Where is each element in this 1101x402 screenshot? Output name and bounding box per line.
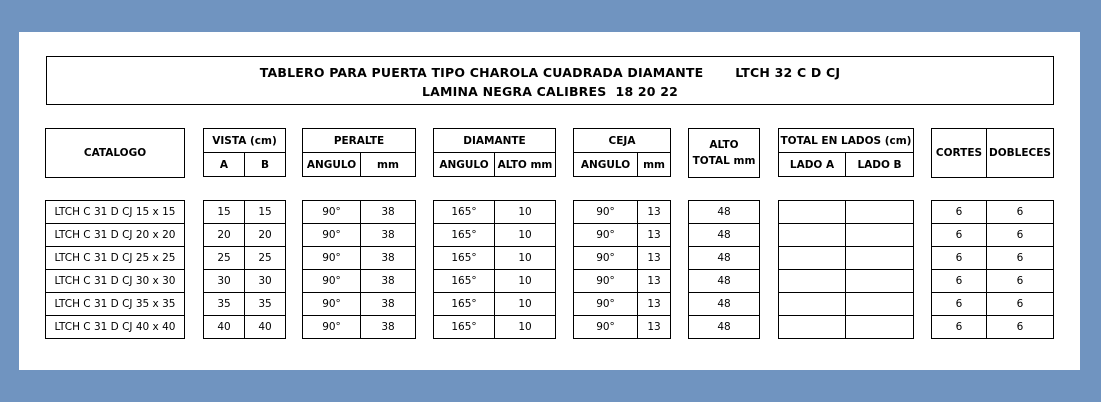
ceja-angulo-cell: 90°	[574, 316, 638, 339]
alto-total-cell: 48	[689, 247, 760, 270]
table-row	[46, 270, 185, 293]
vista-a-header: A	[204, 153, 245, 177]
catalogo-header-label: CATALOGO	[46, 129, 185, 178]
diamante-angulo-cell: 165°	[434, 247, 495, 270]
table-row	[689, 316, 760, 339]
cortes-cell: 6	[932, 316, 987, 339]
title-line-2: LAMINA NEGRA CALIBRES 18 20 22	[421, 84, 679, 99]
diamante-alto-cell: 10	[495, 293, 556, 316]
table-row	[46, 224, 185, 247]
table-row	[689, 293, 760, 316]
lado-b-header: LADO B	[846, 153, 914, 177]
table-row	[434, 270, 556, 293]
diamante-alto-cell: 10	[495, 201, 556, 224]
vista-b-header: B	[245, 153, 286, 177]
diamante-alto-cell: 10	[495, 270, 556, 293]
ceja-angulo-header: ANGULO	[574, 153, 638, 177]
lado-b-cell	[846, 293, 914, 316]
peralte-angulo-header: ANGULO	[303, 153, 361, 177]
catalogo-cell: LTCH C 31 D CJ 35 x 35	[46, 293, 185, 316]
table-row	[574, 316, 671, 339]
catalogo-header	[45, 128, 185, 178]
table-row	[574, 293, 671, 316]
dobleces-cell: 6	[987, 316, 1054, 339]
table-row	[434, 316, 556, 339]
diamante-angulo-header: ANGULO	[434, 153, 495, 177]
table-row	[434, 224, 556, 247]
alto-total-cell: 48	[689, 270, 760, 293]
vista-b-cell: 15	[245, 201, 286, 224]
ceja-angulo-cell: 90°	[574, 201, 638, 224]
vista-a-cell: 40	[204, 316, 245, 339]
table-row	[303, 224, 416, 247]
total-lados-header	[778, 128, 914, 177]
vista-b-cell: 25	[245, 247, 286, 270]
total-lados-columns	[778, 200, 914, 339]
alto-total-cell: 48	[689, 316, 760, 339]
lado-b-cell	[846, 270, 914, 293]
peralte-angulo-cell: 90°	[303, 270, 361, 293]
diamante-angulo-cell: 165°	[434, 316, 495, 339]
table-row	[204, 224, 286, 247]
lado-a-cell	[779, 201, 846, 224]
table-row	[932, 201, 1054, 224]
lado-b-cell	[846, 224, 914, 247]
vista-columns	[203, 200, 286, 339]
table-row	[689, 247, 760, 270]
vista-b-cell: 20	[245, 224, 286, 247]
title-line-1: TABLERO PARA PUERTA TIPO CHAROLA CUADRADA DIAMANTE LTCH 32 C D CJ	[259, 65, 841, 80]
vista-a-cell: 15	[204, 201, 245, 224]
vista-header	[203, 128, 286, 177]
lado-a-cell	[779, 247, 846, 270]
catalogo-cell: LTCH C 31 D CJ 40 x 40	[46, 316, 185, 339]
ceja-angulo-cell: 90°	[574, 247, 638, 270]
catalogo-cell: LTCH C 31 D CJ 30 x 30	[46, 270, 185, 293]
peralte-angulo-cell: 90°	[303, 316, 361, 339]
table-row	[932, 293, 1054, 316]
cortes-cell: 6	[932, 224, 987, 247]
peralte-mm-cell: 38	[361, 224, 416, 247]
table-row	[204, 201, 286, 224]
diamante-angulo-cell: 165°	[434, 224, 495, 247]
table-row	[303, 201, 416, 224]
diamante-columns	[433, 200, 556, 339]
lado-b-cell	[846, 201, 914, 224]
cortes-cell: 6	[932, 270, 987, 293]
ceja-mm-header: mm	[638, 153, 671, 177]
ceja-mm-cell: 13	[638, 247, 671, 270]
ceja-mm-cell: 13	[638, 316, 671, 339]
peralte-mm-cell: 38	[361, 270, 416, 293]
diamante-angulo-cell: 165°	[434, 293, 495, 316]
dobleces-cell: 6	[987, 293, 1054, 316]
table-row	[434, 201, 556, 224]
ceja-angulo-cell: 90°	[574, 224, 638, 247]
catalogo-column	[45, 200, 185, 339]
table-row	[574, 270, 671, 293]
diamante-header	[433, 128, 556, 177]
vista-b-cell: 40	[245, 316, 286, 339]
vista-a-cell: 25	[204, 247, 245, 270]
diamante-header-label: DIAMANTE	[434, 129, 556, 153]
vista-b-cell: 30	[245, 270, 286, 293]
table-row	[932, 247, 1054, 270]
table-row	[46, 201, 185, 224]
peralte-columns	[302, 200, 416, 339]
alto-total-header-cell	[689, 129, 760, 178]
cortes-header: CORTES	[932, 129, 987, 178]
peralte-header-label: PERALTE	[303, 129, 416, 153]
table-row	[303, 270, 416, 293]
lado-a-cell	[779, 224, 846, 247]
alto-total-cell: 48	[689, 201, 760, 224]
table-row	[574, 247, 671, 270]
ceja-angulo-cell: 90°	[574, 293, 638, 316]
ceja-columns	[573, 200, 671, 339]
peralte-mm-cell: 38	[361, 316, 416, 339]
table-row	[689, 201, 760, 224]
alto-header-line-2: TOTAL mm	[692, 155, 756, 167]
cortes-dobleces-header	[931, 128, 1054, 178]
dobleces-cell: 6	[987, 270, 1054, 293]
table-row	[932, 270, 1054, 293]
catalogo-cell: LTCH C 31 D CJ 25 x 25	[46, 247, 185, 270]
table-row	[779, 293, 914, 316]
table-row	[204, 293, 286, 316]
dobleces-cell: 6	[987, 201, 1054, 224]
table-row	[303, 247, 416, 270]
peralte-angulo-cell: 90°	[303, 201, 361, 224]
ceja-mm-cell: 13	[638, 270, 671, 293]
vista-a-cell: 35	[204, 293, 245, 316]
table-row	[46, 293, 185, 316]
catalogo-cell: LTCH C 31 D CJ 20 x 20	[46, 224, 185, 247]
alto-total-cell: 48	[689, 293, 760, 316]
table-row	[932, 224, 1054, 247]
cortes-cell: 6	[932, 293, 987, 316]
table-row	[779, 316, 914, 339]
table-row	[689, 224, 760, 247]
table-row	[779, 270, 914, 293]
table-row	[204, 270, 286, 293]
lado-a-cell	[779, 293, 846, 316]
ceja-header-label: CEJA	[574, 129, 671, 153]
peralte-mm-cell: 38	[361, 201, 416, 224]
spec-sheet	[19, 32, 1080, 370]
peralte-angulo-cell: 90°	[303, 293, 361, 316]
cortes-cell: 6	[932, 247, 987, 270]
table-row	[434, 293, 556, 316]
lado-a-cell	[779, 270, 846, 293]
alto-total-cell: 48	[689, 224, 760, 247]
table-row	[932, 316, 1054, 339]
vista-a-cell: 20	[204, 224, 245, 247]
ceja-angulo-cell: 90°	[574, 270, 638, 293]
table-row	[46, 316, 185, 339]
table-row	[434, 247, 556, 270]
ceja-mm-cell: 13	[638, 224, 671, 247]
diamante-alto-cell: 10	[495, 247, 556, 270]
lado-a-cell	[779, 316, 846, 339]
vista-b-cell: 35	[245, 293, 286, 316]
dobleces-header: DOBLECES	[987, 129, 1054, 178]
peralte-header	[302, 128, 416, 177]
cortes-dobleces-columns	[931, 200, 1054, 339]
vista-header-label: VISTA (cm)	[204, 129, 286, 153]
alto-total-column	[688, 200, 760, 339]
catalogo-cell: LTCH C 31 D CJ 15 x 15	[46, 201, 185, 224]
table-row	[689, 270, 760, 293]
lado-b-cell	[846, 316, 914, 339]
title-box	[46, 56, 1054, 105]
alto-total-header	[688, 128, 760, 178]
diamante-alto-header: ALTO mm	[495, 153, 556, 177]
total-lados-header-label: TOTAL EN LADOS (cm)	[779, 129, 914, 153]
diamante-angulo-cell: 165°	[434, 201, 495, 224]
diamante-alto-cell: 10	[495, 224, 556, 247]
table-row	[574, 201, 671, 224]
table-row	[574, 224, 671, 247]
dobleces-cell: 6	[987, 247, 1054, 270]
table-row	[303, 293, 416, 316]
table-row	[779, 201, 914, 224]
ceja-header	[573, 128, 671, 177]
diamante-angulo-cell: 165°	[434, 270, 495, 293]
lado-a-header: LADO A	[779, 153, 846, 177]
lado-b-cell	[846, 247, 914, 270]
ceja-mm-cell: 13	[638, 201, 671, 224]
peralte-mm-cell: 38	[361, 293, 416, 316]
ceja-mm-cell: 13	[638, 293, 671, 316]
table-row	[204, 247, 286, 270]
alto-header-line-1: ALTO	[709, 139, 739, 151]
table-row	[779, 224, 914, 247]
table-row	[204, 316, 286, 339]
peralte-mm-header: mm	[361, 153, 416, 177]
peralte-angulo-cell: 90°	[303, 224, 361, 247]
peralte-mm-cell: 38	[361, 247, 416, 270]
table-row	[303, 316, 416, 339]
cortes-cell: 6	[932, 201, 987, 224]
table-row	[46, 247, 185, 270]
dobleces-cell: 6	[987, 224, 1054, 247]
vista-a-cell: 30	[204, 270, 245, 293]
table-row	[779, 247, 914, 270]
peralte-angulo-cell: 90°	[303, 247, 361, 270]
diamante-alto-cell: 10	[495, 316, 556, 339]
